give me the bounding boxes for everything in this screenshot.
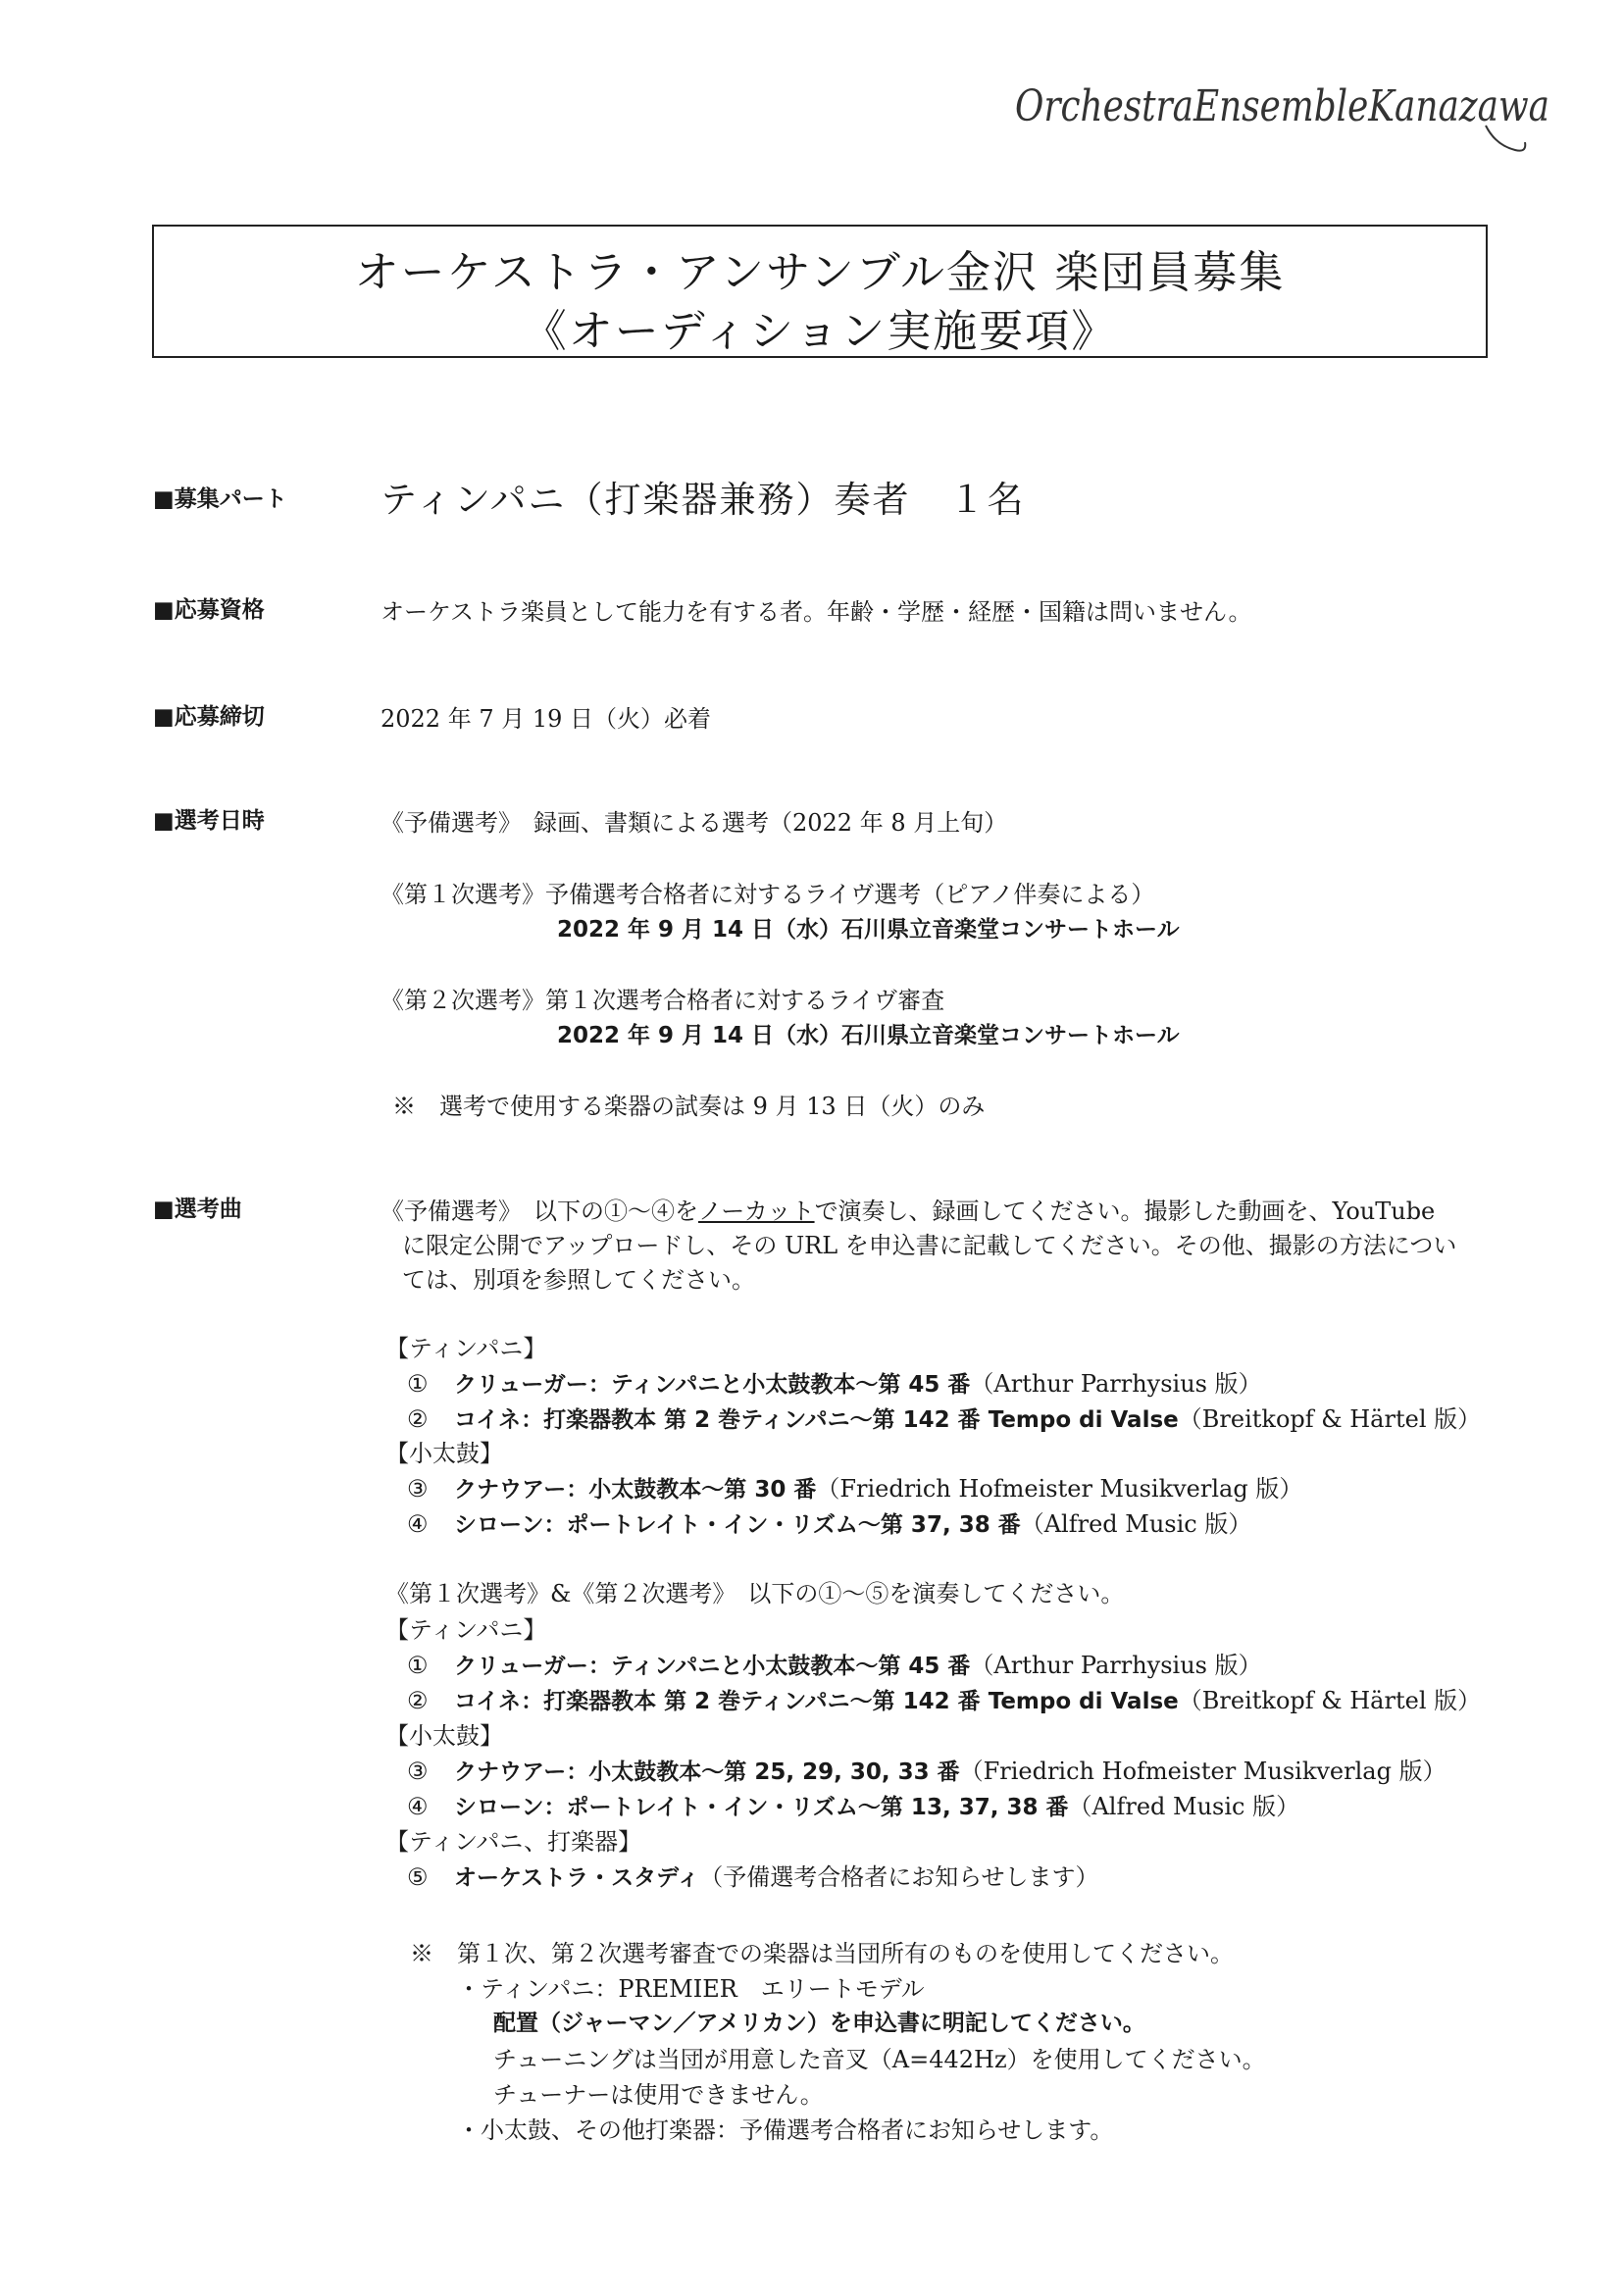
instrument-note-5: チューナーは使用できません。	[493, 2081, 824, 2109]
prelim-line3: ては、別項を参照してください。	[402, 1266, 755, 1294]
prelim-intro	[381, 1192, 1435, 1226]
instrument-note-3: 配置（ジャーマン／アメリカン）を申込書に明記してください。	[493, 2011, 1145, 2036]
schedule-note: ※ 選考で使用する楽器の試奏は 9 月 13 日（火）のみ	[392, 1093, 986, 1120]
instrument-note-4: チューニングは当団が用意した音叉（A=442Hz）を使用してください。	[493, 2046, 1266, 2073]
live-mixed-head: 【ティンパニ、打楽器】	[385, 1828, 642, 1856]
schedule-second: 《第２次選考》第１次選考合格者に対するライヴ審査	[381, 987, 945, 1014]
prelim-intro-a: 《予備選考》 以下の①～④を	[381, 1198, 698, 1225]
value-part: ティンパニ（打楽器兼務）奏者 １名	[381, 479, 1026, 521]
instrument-note-6: ・小太鼓、その他打楽器：予備選考合格者にお知らせします。	[457, 2116, 1114, 2144]
page-subtitle: 《オーディション実施要項》	[522, 305, 1118, 357]
label-qualification: ■応募資格	[153, 597, 265, 623]
list-item: ④ シローン：ポートレイト・イン・リズム～第 13, 37, 38 番（Alfred Music 版）	[407, 1793, 1300, 1820]
label-part: ■募集パート	[153, 486, 287, 512]
label-schedule: ■選考日時	[153, 808, 265, 834]
list-item: ③ クナウアー：小太鼓教本～第 25, 29, 30, 33 番（Friedrich Hofmeister Musikverlag 版）	[407, 1758, 1446, 1785]
page-title: オーケストラ・アンサンブル金沢 楽団員募集	[354, 246, 1286, 298]
live-snare-head: 【小太鼓】	[385, 1722, 503, 1750]
live-intro: 《第１次選考》&《第２次選考》 以下の①～⑤を演奏してください。	[385, 1580, 1125, 1607]
label-pieces: ■選考曲	[153, 1197, 242, 1222]
list-item: ② コイネ：打楽器教本 第 2 巻ティンパニ～第 142 番 Tempo di Valse（Breitkopf & Härtel 版）	[407, 1405, 1482, 1433]
prelim-line2: に限定公開でアップロードし、その URL を申込書に記載してください。その他、撮影の方法につい	[402, 1232, 1457, 1259]
list-item: ② コイネ：打楽器教本 第 2 巻ティンパニ～第 142 番 Tempo di Valse（Breitkopf & Härtel 版）	[407, 1687, 1482, 1714]
schedule-second-date: 2022 年 9 月 14 日（水）石川県立音楽堂コンサートホール	[557, 1023, 1180, 1048]
value-deadline: 2022 年 7 月 19 日（火）必着	[381, 705, 712, 733]
prelim-intro-nocut: ノーカット	[698, 1198, 815, 1225]
orchestra-logo	[1010, 67, 1559, 175]
list-item: ① クリューガー：ティンパニと小太鼓教本～第 45 番（Arthur Parrhysius 版）	[407, 1370, 1262, 1398]
prelim-snare-head: 【小太鼓】	[385, 1440, 503, 1467]
prelim-timpani-head: 【ティンパニ】	[385, 1335, 547, 1362]
label-deadline: ■応募締切	[153, 704, 265, 730]
list-item: ③ クナウアー：小太鼓教本～第 30 番（Friedrich Hofmeister Musikverlag 版）	[407, 1475, 1303, 1503]
list-item: ① クリューガー：ティンパニと小太鼓教本～第 45 番（Arthur Parrhysius 版）	[407, 1652, 1262, 1679]
list-item: ⑤ オーケストラ・スタディ（予備選考合格者にお知らせします）	[407, 1863, 1099, 1891]
live-timpani-head: 【ティンパニ】	[385, 1616, 547, 1644]
schedule-first-date: 2022 年 9 月 14 日（水）石川県立音楽堂コンサートホール	[557, 917, 1180, 943]
value-qualification: オーケストラ楽員として能力を有する者。年齢・学歴・経歴・国籍は問いません。	[381, 598, 1252, 626]
instrument-note-1: ※ 第１次、第２次選考審査での楽器は当団所有のものを使用してください。	[410, 1940, 1234, 1967]
logo-text: OrchestraEnsembleKanazawa	[1015, 81, 1549, 131]
schedule-prelim: 《予備選考》 録画、書類による選考（2022 年 8 月上旬）	[381, 809, 1008, 837]
instrument-note-2: ・ティンパニ：PREMIER エリートモデル	[457, 1975, 925, 2003]
list-item: ④ シローン：ポートレイト・イン・リズム～第 37, 38 番（Alfred Music 版）	[407, 1510, 1252, 1538]
title-box	[152, 225, 1488, 358]
schedule-first: 《第１次選考》予備選考合格者に対するライヴ選考（ピアノ伴奏による）	[381, 881, 1155, 908]
prelim-intro-b: で演奏し、録画してください。撮影した動画を、YouTube	[814, 1198, 1436, 1225]
